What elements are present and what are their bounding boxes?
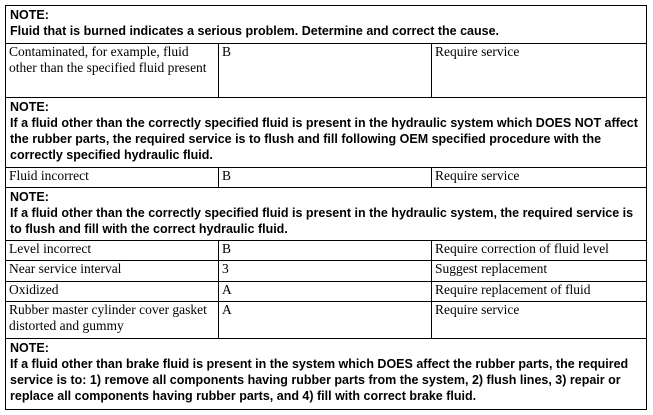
code-cell: A bbox=[219, 281, 432, 301]
note-title: NOTE: bbox=[10, 189, 49, 204]
table-row bbox=[6, 44, 647, 98]
note-cell bbox=[6, 339, 647, 410]
table-row bbox=[6, 167, 647, 187]
action-cell: Require replacement of fluid bbox=[432, 281, 647, 301]
table-row bbox=[6, 301, 647, 338]
note-text: If a fluid other than the correctly specified fluid is present in the hydraulic system, the required service is to flush and fill with the correct hydraulic fluid. bbox=[10, 205, 634, 236]
condition-cell: Fluid incorrect bbox=[6, 167, 219, 187]
action-cell: Require service bbox=[432, 44, 647, 98]
note-title: NOTE: bbox=[10, 99, 49, 114]
code-cell: B bbox=[219, 167, 432, 187]
note-text: If a fluid other than the correctly specified fluid is present in the hydraulic system which DOES NOT affect the rubber parts, the required service is to flush and fill following OEM specified procedure with the correctly specified hydraulic fluid. bbox=[10, 115, 638, 162]
code-cell: A bbox=[219, 301, 432, 338]
note-cell bbox=[6, 6, 647, 44]
note-title: NOTE: bbox=[10, 341, 49, 356]
table-row bbox=[6, 281, 647, 301]
note-title: NOTE: bbox=[10, 8, 49, 22]
code-cell: B bbox=[219, 241, 432, 261]
note-row bbox=[6, 339, 647, 410]
action-cell: Suggest replacement bbox=[432, 261, 647, 281]
table-row bbox=[6, 241, 647, 261]
code-cell: 3 bbox=[219, 261, 432, 281]
note-text: Fluid that is burned indicates a serious problem. Determine and correct the cause. bbox=[10, 24, 500, 38]
inspection-table bbox=[5, 5, 647, 410]
action-cell: Require correction of fluid level bbox=[432, 241, 647, 261]
action-cell: Require service bbox=[432, 301, 647, 338]
condition-cell: Oxidized bbox=[6, 281, 219, 301]
condition-cell: Near service interval bbox=[6, 261, 219, 281]
code-cell: B bbox=[219, 44, 432, 98]
note-cell bbox=[6, 187, 647, 241]
action-cell: Require service bbox=[432, 167, 647, 187]
note-text: If a fluid other than brake fluid is present in the system which DOES affect the rubber parts, the required service is to: 1) remove all components having rubber parts from the system, 2) flush lines, 3) repair or replace all components having rubber parts, and 4) fill with correct brake fluid. bbox=[10, 357, 629, 404]
note-row bbox=[6, 97, 647, 167]
condition-cell: Level incorrect bbox=[6, 241, 219, 261]
note-row bbox=[6, 187, 647, 241]
note-cell bbox=[6, 97, 647, 167]
note-row bbox=[6, 6, 647, 44]
table-row bbox=[6, 261, 647, 281]
condition-cell: Rubber master cylinder cover gasket distorted and gummy bbox=[6, 301, 219, 338]
condition-cell: Contaminated, for example, fluid other than the specified fluid present bbox=[6, 44, 219, 98]
